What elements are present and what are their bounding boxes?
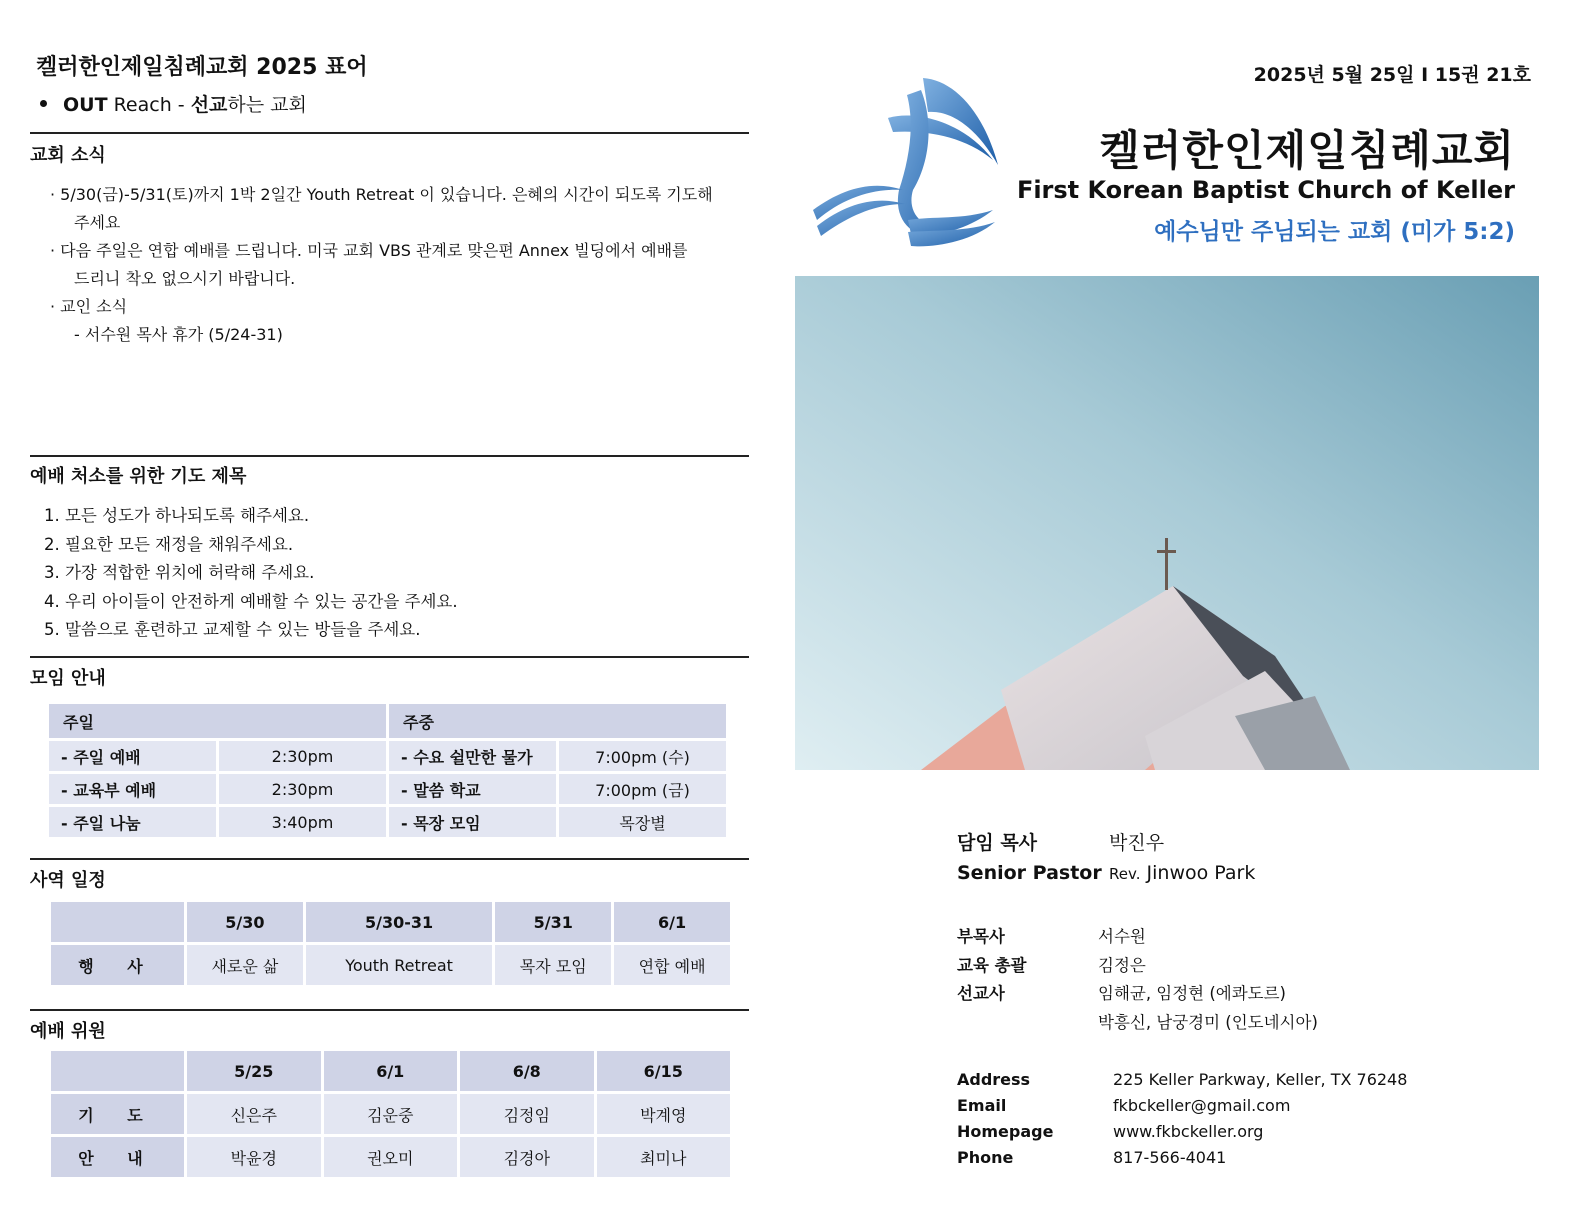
worship-title: 예배 위원 xyxy=(30,1021,106,1042)
meeting-time: 목장별 xyxy=(559,807,726,837)
schedule-event: 연합 예배 xyxy=(614,945,730,985)
worship-table xyxy=(48,1048,733,1180)
table-row xyxy=(49,807,726,837)
news-list xyxy=(50,181,755,349)
contact-labels xyxy=(957,1067,1053,1171)
motto-title: 켈러한인제일침례교회 2025 표어 xyxy=(36,55,368,80)
meeting-name: - 목장 모임 xyxy=(389,807,556,837)
meeting-name: - 교육부 예배 xyxy=(49,774,216,804)
education-name: 김정은 xyxy=(1098,955,1146,975)
meeting-name: - 주일 나눔 xyxy=(49,807,216,837)
meetings-header-sunday: 주일 xyxy=(49,704,386,738)
worship-name: 김정임 xyxy=(460,1094,594,1134)
divider xyxy=(30,858,749,860)
church-slogan: 예수님만 주님되는 교회 (미가 5:2) xyxy=(1154,219,1515,245)
right-column xyxy=(795,0,1555,1224)
news-item: · 5/30(금)-5/31(토)까지 1박 2일간 Youth Retreat 이 있습니다. 은혜의 시간이 되도록 기도해 xyxy=(50,185,713,204)
staff-labels xyxy=(957,923,1027,1009)
address-label: Address xyxy=(957,1070,1031,1089)
pastor-prefix: Rev. xyxy=(1109,865,1141,883)
worship-name: 신은주 xyxy=(187,1094,321,1134)
worship-date: 5/25 xyxy=(187,1051,321,1091)
news-item-cont: 주세요 xyxy=(74,213,121,232)
worship-name: 권오미 xyxy=(324,1137,458,1177)
meetings-header-weekday: 주중 xyxy=(389,704,726,738)
homepage-link[interactable]: www.fkbckeller.org xyxy=(1113,1122,1264,1141)
worship-name: 김운중 xyxy=(324,1094,458,1134)
schedule-table xyxy=(48,899,733,988)
schedule-date: 5/30-31 xyxy=(306,902,493,942)
prayer-item: 3. 가장 적합한 위치에 허락해 주세요. xyxy=(44,563,315,582)
prayer-item: 1. 모든 성도가 하나되도록 해주세요. xyxy=(44,506,310,525)
schedule-event: 새로운 삶 xyxy=(187,945,303,985)
news-subitem: - 서수원 목사 휴가 (5/24-31) xyxy=(74,325,283,344)
pastor-label-ko: 담임 목사 xyxy=(957,832,1038,854)
meetings-table xyxy=(46,701,729,840)
meeting-time: 2:30pm xyxy=(219,741,386,771)
news-title: 교회 소식 xyxy=(30,145,106,166)
schedule-row-label: 행 사 xyxy=(51,945,184,985)
pastor-name-en-text: Jinwoo Park xyxy=(1146,862,1256,884)
motto-bold-out: OUT xyxy=(63,94,108,116)
church-name-english: First Korean Baptist Church of Keller xyxy=(1016,176,1515,204)
schedule-title: 사역 일정 xyxy=(30,870,106,891)
missionary-name: 박흥신, 남궁경미 (인도네시아) xyxy=(1098,1012,1318,1032)
table-row xyxy=(51,945,730,985)
education-label: 교육 총괄 xyxy=(957,955,1027,975)
divider xyxy=(30,1009,749,1011)
bullet-icon xyxy=(40,100,47,107)
pastor-name-en xyxy=(1109,862,1255,884)
issue-date: 2025년 5월 25일 I 15권 21호 xyxy=(1253,64,1531,86)
prayer-list xyxy=(44,502,458,645)
prayer-title: 예배 처소를 위한 기도 제목 xyxy=(30,466,247,487)
prayer-item: 4. 우리 아이들이 안전하게 예배할 수 있는 공간을 주세요. xyxy=(44,591,458,611)
worship-date: 6/1 xyxy=(324,1051,458,1091)
worship-date: 6/8 xyxy=(460,1051,594,1091)
worship-name: 박윤경 xyxy=(187,1137,321,1177)
meeting-time: 7:00pm (수) xyxy=(559,741,726,771)
email-label: Email xyxy=(957,1096,1007,1115)
church-name-korean: 켈러한인제일침례교회 xyxy=(1099,126,1515,175)
table-row xyxy=(51,1094,730,1134)
table-row xyxy=(51,1137,730,1177)
address-value: 225 Keller Parkway, Keller, TX 76248 xyxy=(1113,1070,1408,1089)
motto-bold-mission: 선교 xyxy=(190,94,228,116)
pastor-name-ko: 박진우 xyxy=(1109,832,1165,854)
staff-pastor-ko xyxy=(957,828,1037,855)
meeting-name: - 말씀 학교 xyxy=(389,774,556,804)
meeting-time: 2:30pm xyxy=(219,774,386,804)
news-item: · 다음 주일은 연합 예배를 드립니다. 미국 교회 VBS 관계로 맞은편 Annex 빌딩에서 예배를 xyxy=(50,241,688,260)
pastor-label-en: Senior Pastor xyxy=(957,862,1102,884)
assoc-pastor-name: 서수원 xyxy=(1098,927,1146,946)
schedule-date: 5/30 xyxy=(187,902,303,942)
meetings-title: 모임 안내 xyxy=(30,668,106,689)
schedule-event: Youth Retreat xyxy=(306,945,493,985)
divider xyxy=(30,132,749,134)
worship-row-label: 기 도 xyxy=(51,1094,184,1134)
worship-date: 6/15 xyxy=(597,1051,731,1091)
church-roof-photo xyxy=(795,276,1539,770)
worship-name: 김경아 xyxy=(460,1137,594,1177)
homepage-label: Homepage xyxy=(957,1122,1054,1141)
schedule-corner xyxy=(51,902,184,942)
assoc-pastor-label: 부목사 xyxy=(957,927,1005,946)
meeting-time: 7:00pm (금) xyxy=(559,774,726,804)
meeting-name: - 주일 예배 xyxy=(49,741,216,771)
divider xyxy=(30,455,749,457)
divider xyxy=(30,656,749,658)
news-item: · 교인 소식 xyxy=(50,297,128,316)
table-row xyxy=(49,741,726,771)
schedule-date: 6/1 xyxy=(614,902,730,942)
worship-row-label: 안 내 xyxy=(51,1137,184,1177)
prayer-item: 5. 말씀으로 훈련하고 교제할 수 있는 방들을 주세요. xyxy=(44,620,421,639)
email-link[interactable]: fkbckeller@gmail.com xyxy=(1113,1096,1291,1115)
prayer-item: 2. 필요한 모든 재정을 채워주세요. xyxy=(44,534,294,554)
table-row xyxy=(49,774,726,804)
worship-name: 최미나 xyxy=(597,1137,731,1177)
phone-value: 817-566-4041 xyxy=(1113,1148,1227,1167)
staff-values xyxy=(1098,923,1318,1037)
motto-item xyxy=(38,90,307,117)
motto-church: 하는 교회 xyxy=(227,94,307,116)
missionary-name: 임해균, 임정현 (에콰도르) xyxy=(1098,984,1286,1003)
meeting-name: - 수요 쉴만한 물가 xyxy=(389,741,556,771)
motto-reach: Reach - xyxy=(107,94,191,116)
contact-values xyxy=(1113,1067,1407,1171)
news-item-cont: 드리니 착오 없으시기 바랍니다. xyxy=(74,269,296,288)
worship-name: 박계영 xyxy=(597,1094,731,1134)
church-logo-icon xyxy=(803,70,1003,250)
worship-corner xyxy=(51,1051,184,1091)
meeting-time: 3:40pm xyxy=(219,807,386,837)
phone-label: Phone xyxy=(957,1148,1014,1167)
left-column xyxy=(30,0,755,1224)
schedule-event: 목자 모임 xyxy=(495,945,611,985)
schedule-date: 5/31 xyxy=(495,902,611,942)
missionary-label: 선교사 xyxy=(957,984,1005,1003)
